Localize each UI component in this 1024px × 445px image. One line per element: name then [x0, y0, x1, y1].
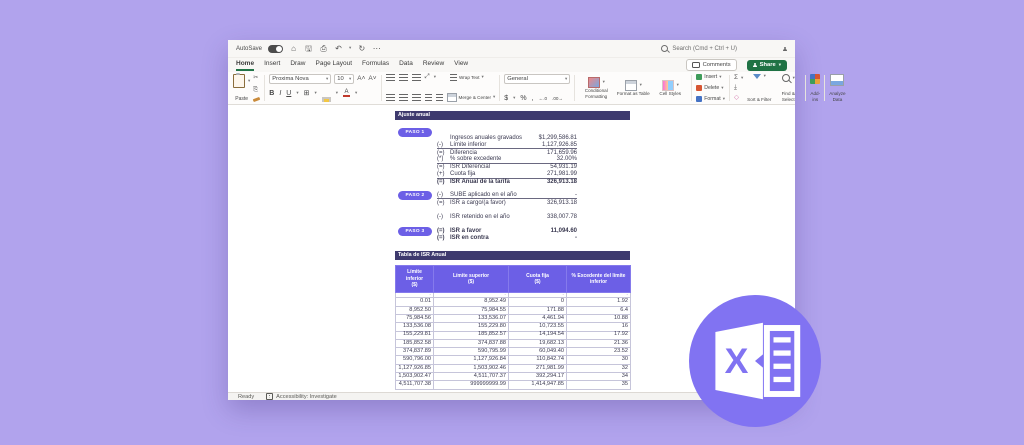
row-prefix: (+)	[437, 171, 445, 178]
isr-data-cell[interactable]: 75,984.56	[396, 315, 434, 323]
autosum-icon[interactable]: Σ	[733, 74, 738, 81]
row-prefix: (=)	[437, 164, 445, 171]
paste-caret-icon: ▾	[248, 77, 251, 83]
isr-data-cell[interactable]: 171.88	[509, 306, 567, 314]
font-size-caret-icon: ▾	[349, 75, 352, 81]
row-label: SUBE aplicado en el año	[450, 191, 517, 198]
tab-formulas[interactable]: Formulas	[362, 60, 390, 67]
ribbon-divider	[729, 75, 730, 101]
calc-row[interactable]	[437, 171, 577, 179]
svg-text:X: X	[724, 340, 749, 381]
isr-table	[395, 265, 631, 390]
paso1-rows	[437, 135, 577, 186]
isr-data-cell[interactable]: 1,127,926.84	[434, 356, 509, 364]
clear-icon[interactable]: ◇	[733, 93, 739, 101]
align-middle-icon[interactable]	[399, 74, 408, 81]
ribbon-divider	[574, 75, 575, 101]
increase-indent-icon[interactable]	[436, 94, 443, 101]
underline-button[interactable]: U	[286, 89, 292, 97]
isr-data-row	[396, 348, 631, 356]
isr-data-cell[interactable]: 374,837.88	[434, 339, 509, 347]
wrap-text-icon	[450, 74, 457, 81]
share-label: Share	[759, 62, 776, 68]
paso1-badge: PASO 1	[398, 128, 432, 137]
isr-data-row	[396, 323, 631, 331]
row-value: 11,094.60	[550, 227, 577, 234]
isr-data-cell[interactable]: 8,952.49	[434, 298, 509, 306]
isr-data-cell[interactable]: 999999999.99	[434, 381, 509, 389]
grow-font-icon[interactable]: A˄	[357, 74, 366, 82]
cell-styles-icon	[662, 80, 674, 91]
row-prefix: (=)	[437, 227, 445, 234]
merge-center-button[interactable]	[447, 93, 496, 102]
isr-data-cell[interactable]: 133,536.07	[434, 315, 509, 323]
delete-label: Delete	[704, 85, 720, 91]
isr-data-cell[interactable]: 60,049.40	[509, 348, 567, 356]
home-icon[interactable]: ⌂	[291, 43, 296, 53]
calc-row[interactable]	[437, 192, 577, 200]
accessibility-label: Accessibility: Investigate	[276, 393, 337, 400]
isr-data-cell[interactable]: 4,511,707.37	[434, 373, 509, 381]
accounting-caret-icon: ▾	[513, 95, 516, 101]
ribbon-divider	[381, 75, 382, 101]
row-value: -	[575, 191, 577, 198]
cell-styles-label: Cell Styles	[659, 90, 682, 96]
calc-row[interactable]	[437, 213, 577, 220]
row-label: Límite inferior	[450, 141, 487, 148]
sort-filter-button[interactable]	[746, 74, 772, 102]
bold-button[interactable]: B	[269, 89, 275, 97]
wrap-text-button[interactable]	[450, 74, 484, 81]
isr-data-cell[interactable]: 10,723.55	[509, 323, 567, 331]
search-input[interactable]	[661, 45, 737, 52]
number-format-select[interactable]	[504, 74, 570, 84]
row-prefix: (=)	[437, 149, 445, 156]
isr-placeholder-cell[interactable]: -	[396, 293, 434, 298]
decrease-decimal-icon[interactable]: .00→	[552, 95, 564, 101]
merge-center-caret-icon: ▾	[492, 94, 496, 100]
tab-home[interactable]: Home	[236, 59, 254, 71]
fat-caret-icon: ▾	[639, 82, 642, 88]
row-label: ISR a cargo/(a favor)	[450, 199, 506, 206]
tab-data[interactable]: Data	[399, 60, 413, 67]
isr-data-cell[interactable]: 19,682.13	[509, 339, 567, 347]
conditional-formatting-button[interactable]	[579, 77, 613, 99]
calc-row[interactable]	[437, 156, 577, 164]
ribbon-divider	[264, 75, 265, 101]
find-select-label: Find & Select	[781, 91, 795, 102]
tabs-container	[236, 59, 468, 71]
comments-label: Comments	[702, 62, 731, 68]
format-label: Format	[704, 96, 721, 102]
isr-data-row	[396, 373, 631, 381]
print-icon[interactable]: ⎙	[320, 43, 327, 53]
autosum-caret-icon: ▾	[740, 75, 744, 80]
tab-draw[interactable]: Draw	[290, 60, 306, 67]
isr-data-cell[interactable]: 35	[567, 381, 631, 389]
delete-cells-icon	[696, 85, 702, 91]
tab-insert[interactable]: Insert	[264, 60, 281, 67]
more-commands-icon[interactable]: ⋯	[372, 43, 381, 53]
row-value: 32.00%	[556, 156, 577, 163]
row-value: 1,127,926.85	[541, 141, 577, 148]
insert-caret-icon: ▾	[719, 73, 722, 79]
calc-row[interactable]	[437, 234, 577, 241]
paso3-badge: PASO 3	[398, 227, 432, 236]
isr-data-cell[interactable]: 271,981.99	[509, 364, 567, 372]
isr-data-cell[interactable]: 155,229.81	[396, 331, 434, 339]
row-label: ISR en contra	[450, 234, 489, 241]
isr-data-cell[interactable]: 8,952.50	[396, 306, 434, 314]
excel-logo-badge	[689, 295, 821, 427]
isr-data-cell[interactable]: 1,503,902.46	[434, 364, 509, 372]
row-label: ISR Anual de la tarifa	[450, 179, 510, 186]
isr-data-cell[interactable]: 23.52	[567, 348, 631, 356]
format-as-table-button[interactable]	[616, 80, 650, 96]
fill-down-icon[interactable]: ⤓	[733, 83, 737, 91]
isr-header-row	[396, 266, 631, 293]
isr-table-head	[396, 266, 631, 293]
row-value: -	[575, 234, 577, 241]
paste-button[interactable]	[233, 74, 250, 102]
isr-header-cell[interactable]: Cuota fija ($)	[509, 266, 567, 293]
isr-data-cell[interactable]: 4,461.94	[509, 315, 567, 323]
isr-placeholder-cell[interactable]: -	[434, 293, 509, 298]
row-prefix: (*)	[437, 156, 444, 163]
section-title-ajuste-anual[interactable]: Ajuste anual	[395, 111, 630, 120]
calc-row[interactable]	[437, 179, 577, 186]
merge-center-label: Merge & Center	[458, 94, 491, 100]
isr-data-cell[interactable]: 30	[567, 356, 631, 364]
increase-decimal-icon[interactable]: ←.0	[538, 95, 548, 101]
insert-cells-button[interactable]	[696, 74, 725, 80]
font-color-icon: A	[344, 89, 349, 96]
ready-status: Ready	[238, 393, 255, 400]
row-value: $1,299,586.81	[538, 134, 577, 141]
calc-row[interactable]	[437, 228, 577, 235]
fill-color-button[interactable]	[322, 84, 331, 102]
conditional-formatting-label: Conditional Formatting	[584, 88, 608, 99]
isr-header-cell[interactable]: Límite inferior ($)	[396, 266, 434, 293]
accessibility-status[interactable]	[266, 393, 337, 400]
isr-data-row	[396, 298, 631, 306]
isr-placeholder-cell[interactable]: -	[567, 293, 631, 298]
isr-data-cell[interactable]: 0	[509, 298, 567, 306]
comments-button[interactable]	[686, 59, 737, 71]
row-prefix: (-)	[437, 141, 443, 148]
accounting-format-icon[interactable]: $	[504, 95, 509, 102]
isr-data-row	[396, 315, 631, 323]
autosave-toggle[interactable]	[268, 45, 283, 53]
row-label: ISR a favor	[450, 227, 482, 234]
clipboard-group	[233, 74, 260, 102]
isr-data-cell[interactable]: 590,795.99	[434, 348, 509, 356]
row-prefix: (=)	[437, 234, 445, 241]
save-icon[interactable]: 🖫	[305, 43, 312, 53]
isr-data-cell[interactable]: 6.4	[567, 306, 631, 314]
find-select-icon	[782, 74, 790, 82]
isr-data-cell[interactable]: 1,503,902.47	[396, 373, 434, 381]
font-color-caret-icon: ▾	[355, 89, 358, 95]
redo-icon[interactable]: ↻	[358, 43, 366, 53]
calc-row[interactable]	[437, 149, 577, 156]
cell-styles-button[interactable]	[653, 80, 687, 96]
row-label: Cuota fija	[450, 171, 476, 178]
fill-color-caret-icon: ▾	[335, 89, 339, 95]
row-value: 326,913.18	[546, 179, 577, 186]
share-person-icon	[753, 63, 757, 67]
addins-icon	[810, 74, 820, 84]
comment-bubble-icon	[692, 62, 700, 69]
find-select-caret-icon: ▾	[792, 74, 795, 80]
isr-data-cell[interactable]: 392,294.17	[509, 373, 567, 381]
format-caret-icon: ▾	[722, 95, 725, 101]
row-value: 271,981.99	[546, 171, 577, 178]
paso2-badge: PASO 2	[398, 191, 432, 200]
insert-label: Insert	[704, 74, 718, 80]
orientation-caret-icon: ▾	[433, 74, 437, 80]
isr-data-cell[interactable]: 155,229.80	[434, 323, 509, 331]
calc-row[interactable]	[437, 135, 577, 142]
format-cells-icon	[696, 96, 702, 102]
row-value: 171,659.96	[546, 149, 577, 156]
wrap-text-caret-icon: ▾	[481, 74, 484, 80]
underline-caret-icon: ▾	[296, 89, 299, 95]
isr-data-cell[interactable]: 14,194.54	[509, 331, 567, 339]
isr-data-cell[interactable]: 374,837.89	[396, 348, 434, 356]
percent-style-icon[interactable]: %	[520, 95, 527, 102]
row-prefix: (=)	[437, 179, 445, 186]
isr-header-cell[interactable]: Límite superior ($)	[434, 266, 509, 293]
font-color-button[interactable]	[343, 89, 350, 97]
row-label: Ingresos anuales gravados	[450, 134, 523, 141]
calc-row[interactable]	[437, 141, 577, 149]
wrap-text-label: Wrap Text	[459, 74, 480, 80]
editing-group	[734, 74, 801, 102]
align-left-icon[interactable]	[386, 94, 395, 101]
font-name-caret-icon: ▾	[326, 75, 329, 81]
isr-data-cell[interactable]: 133,536.08	[396, 323, 434, 331]
row-label: ISR retenido en el año	[450, 213, 510, 220]
paso2-rows	[437, 192, 577, 221]
isr-data-cell[interactable]: 17.92	[567, 331, 631, 339]
copy-icon[interactable]: ⎘	[253, 86, 259, 93]
search-icon	[661, 45, 668, 52]
ribbon-tab-bar	[228, 58, 795, 72]
autosave-label: AutoSave	[236, 45, 263, 52]
row-label: % sobre excedente	[450, 156, 502, 163]
row-value: 338,007.78	[546, 213, 577, 220]
sort-filter-icon	[753, 74, 761, 79]
merge-center-icon	[447, 93, 457, 102]
font-size-value: 10	[337, 76, 344, 82]
sort-filter-caret-icon: ▾	[763, 73, 766, 79]
excel-logo-icon	[689, 295, 821, 427]
isr-data-cell[interactable]: 110,842.74	[509, 356, 567, 364]
isr-data-row	[396, 381, 631, 389]
tab-page-layout[interactable]: Page Layout	[315, 60, 353, 67]
isr-data-cell[interactable]: 4,511,707.38	[396, 381, 434, 389]
isr-data-cell[interactable]: 10.88	[567, 315, 631, 323]
styles-group	[579, 74, 687, 102]
ribbon-divider	[499, 75, 500, 101]
row-label: ISR Diferencial	[450, 164, 491, 171]
isr-data-cell[interactable]: 1,127,926.85	[396, 364, 434, 372]
isr-data-cell[interactable]: 16	[567, 323, 631, 331]
tab-review[interactable]: Review	[422, 60, 445, 67]
delete-caret-icon: ▾	[721, 84, 724, 90]
sort-filter-label: Sort & Filter	[747, 96, 772, 102]
format-painter-icon[interactable]	[253, 97, 261, 102]
isr-data-row	[396, 339, 631, 347]
clipboard-minis	[253, 74, 260, 102]
paste-label: Paste	[235, 96, 249, 102]
find-select-button[interactable]	[775, 74, 801, 102]
isr-table-body	[396, 293, 631, 390]
isr-data-cell[interactable]: 185,852.58	[396, 339, 434, 347]
alignment-group	[386, 74, 496, 102]
font-name-value: Proxima Nova	[272, 76, 309, 82]
isr-data-cell[interactable]: 590,796.00	[396, 356, 434, 364]
cut-icon[interactable]: ✂	[253, 75, 259, 81]
share-button[interactable]	[747, 60, 787, 71]
cf-caret-icon: ▾	[602, 79, 605, 85]
align-top-icon[interactable]	[386, 74, 395, 81]
font-group	[269, 74, 376, 102]
comma-style-icon[interactable]: ,	[531, 95, 534, 102]
accessibility-icon	[266, 393, 273, 400]
row-prefix: (=)	[437, 199, 445, 206]
paste-icon	[233, 74, 245, 88]
insert-cells-icon	[696, 74, 702, 80]
isr-data-cell[interactable]: 32	[567, 364, 631, 372]
orientation-icon[interactable]: ⤢	[424, 73, 430, 81]
addins-button[interactable]	[810, 74, 820, 102]
calc-row[interactable]	[437, 199, 577, 206]
account-icon[interactable]	[783, 47, 787, 51]
isr-data-cell[interactable]: 185,852.57	[434, 331, 509, 339]
isr-data-row	[396, 306, 631, 314]
isr-data-cell[interactable]: 1.92	[567, 298, 631, 306]
section-title-tabla-isr[interactable]: Tabla de ISR Anual	[395, 251, 630, 260]
ribbon	[228, 72, 846, 105]
row-label: Diferencia	[450, 149, 478, 156]
row-prefix: (-)	[437, 213, 443, 220]
undo-caret-icon[interactable]: ▾	[349, 45, 352, 51]
isr-data-row	[396, 331, 631, 339]
delete-cells-button[interactable]	[696, 85, 725, 91]
number-format-value: General	[507, 76, 528, 82]
font-name-select[interactable]	[269, 74, 331, 84]
cells-group	[696, 74, 725, 102]
row-value: 54,931.19	[550, 164, 577, 171]
format-cells-button[interactable]	[696, 96, 725, 102]
analyze-data-button[interactable]	[829, 74, 845, 102]
format-as-table-label: Format as Table	[616, 90, 650, 96]
ribbon-divider	[824, 75, 825, 101]
number-group	[504, 74, 570, 102]
align-center-icon[interactable]	[399, 94, 408, 101]
document-content	[395, 105, 630, 392]
analyze-data-label: Analyze Data	[829, 91, 846, 102]
ribbon-divider	[691, 75, 692, 101]
decrease-indent-icon[interactable]	[425, 94, 432, 101]
row-value: 326,913.18	[546, 199, 577, 206]
search-placeholder: Search (Cmd + Ctrl + U)	[672, 45, 737, 52]
analyze-data-icon	[830, 74, 844, 86]
isr-header-cell[interactable]: % Excedente del límite inferior	[567, 266, 631, 293]
calc-row[interactable]	[437, 164, 577, 171]
number-format-caret-icon: ▾	[564, 75, 568, 81]
align-bottom-icon[interactable]	[412, 74, 421, 81]
row-prefix: (-)	[437, 191, 443, 198]
italic-button[interactable]: I	[279, 89, 282, 97]
cs-caret-icon: ▾	[676, 82, 679, 88]
align-right-icon[interactable]	[412, 94, 421, 101]
isr-data-cell[interactable]: 1,414,947.85	[509, 381, 567, 389]
isr-data-cell[interactable]: 0.01	[396, 298, 434, 306]
shrink-font-icon[interactable]: A˅	[368, 74, 377, 82]
share-caret-icon: ▾	[778, 61, 781, 67]
undo-icon[interactable]: ↶	[335, 43, 342, 53]
isr-data-cell[interactable]: 75,984.55	[434, 306, 509, 314]
isr-data-cell[interactable]: 34	[567, 373, 631, 381]
addins-label: Add-ins	[810, 91, 821, 102]
isr-data-row	[396, 356, 631, 364]
format-as-table-icon	[625, 80, 637, 91]
borders-caret-icon: ▾	[314, 89, 317, 95]
isr-placeholder-cell[interactable]: -	[509, 293, 567, 298]
isr-data-cell[interactable]: 21.36	[567, 339, 631, 347]
paso3-rows	[437, 228, 577, 242]
quick-access-toolbar	[228, 40, 795, 58]
tab-view[interactable]: View	[454, 60, 469, 67]
conditional-formatting-icon	[588, 77, 600, 88]
ribbon-divider	[805, 75, 806, 101]
borders-icon[interactable]: ⊞	[303, 89, 310, 97]
isr-data-row	[396, 364, 631, 372]
font-size-select[interactable]	[334, 74, 354, 84]
